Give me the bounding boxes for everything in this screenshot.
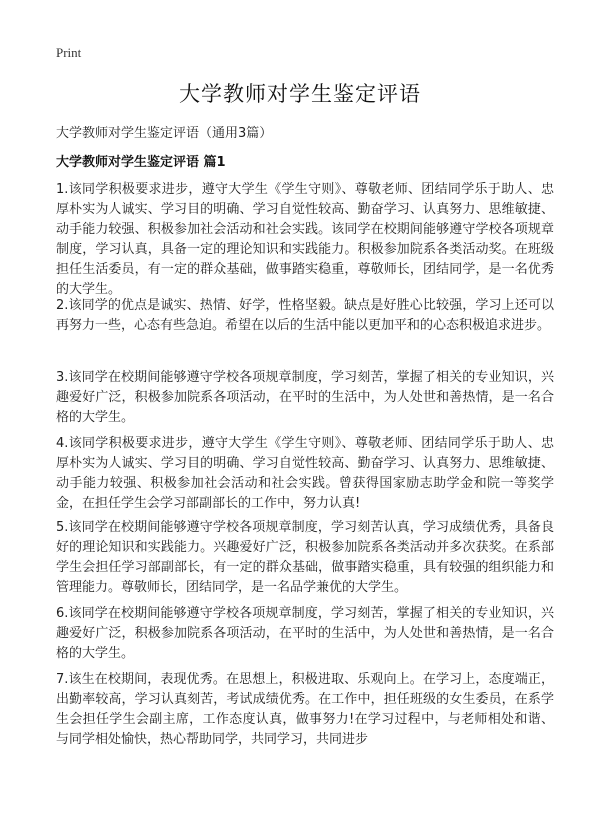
paragraph-7: 7.该生在校期间，表现优秀。在思想上，积极进取、乐观向上。在学习上，态度端正，出勤率较高，学习认真刻苦，考试成绩优秀。在工作中，担任班级的女生委员，在系学生会担任学生会副主席，工作态度认真，做事努力!在学习过程中，与老师相处和谐、与同学相处愉快，热心帮助同学，共同学习，共同进步 <box>56 672 554 747</box>
page-title: 大学教师对学生鉴定评语 <box>179 82 421 106</box>
print-link[interactable]: Print <box>56 45 82 60</box>
paragraph-3: 3.该同学在校期间能够遵守学校各项规章制度，学习刻苦，掌握了相关的专业知识，兴趣爱好广泛，积极参加院系各项活动，在平时的生活中，为人处世和善热情，是一名合格的大学生。 <box>56 370 554 425</box>
paragraph-4: 4.该同学积极要求进步，遵守大学生《学生守则》、尊敬老师、团结同学乐于助人、忠厚朴实为人诚实、学习目的明确、学习自觉性较高、勤奋学习、认真努力、思维敏捷、动手能力较强、积极参加社会活动和社会实践。曾获得国家励志助学金和院一等奖学金，在担任学生会学习部副部长的工作中，努力认真! <box>56 436 554 511</box>
paragraph-5: 5.该同学在校期间能够遵守学校各项规章制度，学习刻苦认真，学习成绩优秀，具备良好的理论知识和实践能力。兴趣爱好广泛，积极参加院系各类活动并多次获奖。在系部学生会担任学习部副部长，有一定的群众基础，做事踏实稳重，具有较强的组织能力和管理能力。尊敬师长，团结同学，是一名品学兼优的大学生。 <box>56 520 554 595</box>
paragraph-2: 2.该同学的优点是诚实、热情、好学，性格坚毅。缺点是好胜心比较强，学习上还可以再努力一些，心态有些急迫。希望在以后的生活中能以更加平和的心态积极追求进步。 <box>56 298 554 333</box>
paragraph-1: 1.该同学积极要求进步，遵守大学生《学生守则》、尊敬老师、团结同学乐于助人、忠厚朴实为人诚实、学习目的明确、学习自觉性较高、勤奋学习、认真努力、思维敏捷、动手能力较强、积极参加社会活动和社会实践。该同学在校期间能够遵守学校各项规章制度，学习认真，具备一定的理论知识和实践能力。积极参加院系各类活动奖。在班级担任生活委员，有一定的群众基础，做事踏实稳重，尊敬师长，团结同学，是一名优秀的大学生。 <box>56 182 554 297</box>
paragraph-6: 6.该同学在校期间能够遵守学校各项规章制度，学习刻苦，掌握了相关的专业知识，兴趣爱好广泛，积极参加院系各项活动，在平时的生活中，为人处世和善热情，是一名合格的大学生。 <box>56 606 554 661</box>
section-heading: 大学教师对学生鉴定评语 篇1 <box>56 155 226 170</box>
document-subtitle: 大学教师对学生鉴定评语（通用3篇） <box>56 126 273 141</box>
